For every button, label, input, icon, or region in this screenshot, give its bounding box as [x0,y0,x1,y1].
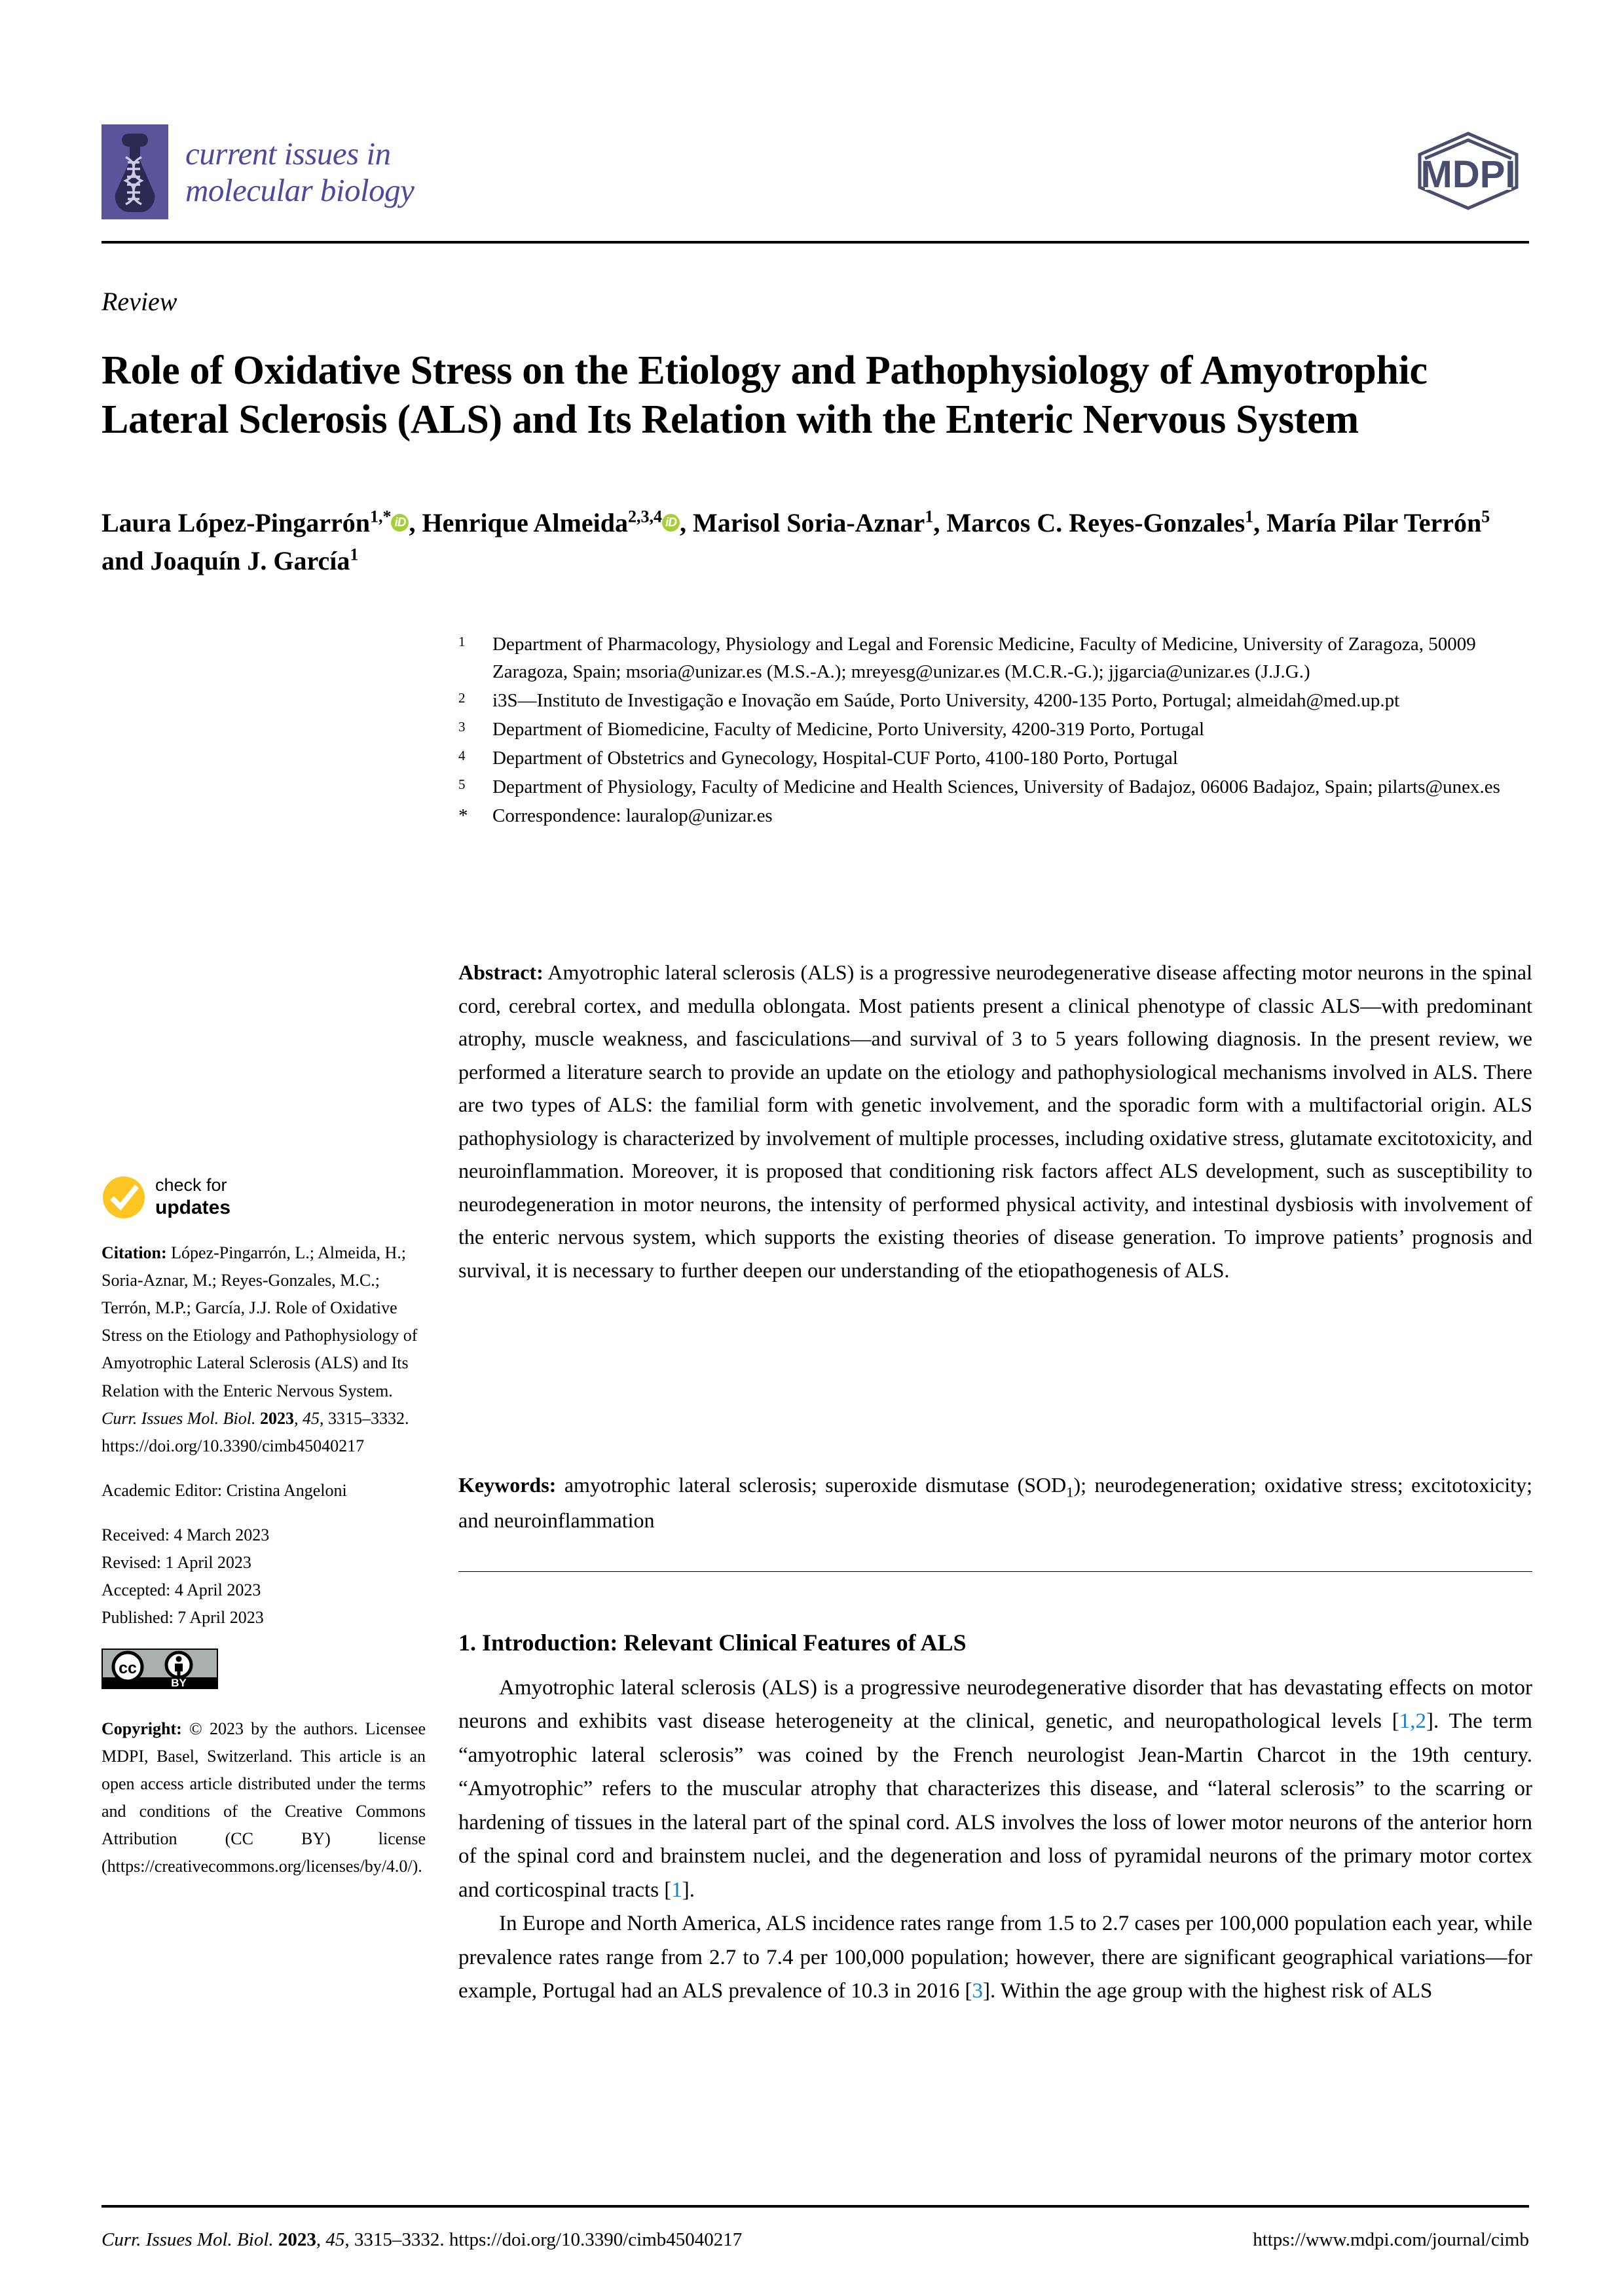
date-accepted: Accepted: 4 April 2023 [101,1580,261,1600]
author-laura-lopez-pingarron: Laura López-Pingarrón [101,508,370,538]
check-for-updates-label [155,1175,231,1219]
citation-link-3[interactable]: 3 [972,1979,983,2003]
author-maria-pilar-terron: María Pilar Terrón [1266,508,1482,538]
introduction-body [458,1671,1532,2009]
updates-text: updates [155,1197,231,1219]
citation-link-1-2[interactable]: 1,2 [1399,1709,1426,1734]
author-marcos-reyes-gonzales: , Marcos C. Reyes-Gonzales [933,508,1246,538]
section-heading-introduction: 1. Introduction: Relevant Clinical Features of ALS [458,1630,967,1656]
affiliation-text: Department of Biomedicine, Faculty of Medicine, Porto University, 4200-319 Porto, Portugal [492,719,1205,740]
author-affil-mark: 2,3,4 [627,507,662,526]
keywords-text-part1: amyotrophic lateral sclerosis; superoxide dismutase (SOD [564,1473,1067,1497]
author-separator: , Henrique Almeida [409,508,628,538]
affiliation-mark: 3 [458,719,466,735]
keywords-section [458,1468,1532,1537]
paragraph-2-text-b: ]. Within the age group with the highest risk of ALS [982,1979,1433,2003]
keywords-subscript: 1 [1066,1484,1074,1501]
orcid-icon[interactable]: iD [662,514,680,532]
journal-title [185,136,414,209]
mdpi-logo[interactable] [1408,130,1529,211]
journal-title-line-2: molecular biology [185,172,415,208]
paragraph-2-text-a: In Europe and North America, ALS incidence rates range from 1.5 to 2.7 cases per 100,000 population each year, while prevalence rates range from 2.7 to 7.4 per 100,000 population; however, there are significant geographical variations—for example, Portugal had an ALS prevalence of 10.3 in 2016 [ [458,1912,1532,2003]
author-joaquin-garcia: and Joaquín J. García [101,546,350,575]
citation-volume: , 45 [293,1408,320,1428]
footer-journal-url[interactable]: https://www.mdpi.com/journal/cimb [1253,2229,1529,2250]
masthead [101,124,1529,226]
keywords-text-part2: ); neurodegeneration; oxidative stress; excitotoxicity; and neuroinflammation [458,1473,1533,1532]
footer-divider [101,2205,1529,2208]
affiliation-text: Department of Physiology, Faculty of Medicine and Health Sciences, University of Badajoz, 06006 Badajoz, Spain; pilarts@unex.es [492,776,1500,798]
author-affil-mark: 5 [1481,507,1490,526]
author-list [101,504,1532,580]
check-for-updates-badge[interactable] [101,1175,426,1220]
affiliation-item [458,630,1532,685]
check-for-updates-icon [101,1175,146,1220]
cc-by-text: BY [171,1677,187,1690]
author-affil-mark: 1 [1245,507,1254,526]
footer-citation [101,2229,742,2251]
affiliation-mark: 4 [458,748,466,764]
correspondence-text: Correspondence: lauralop@unizar.es [492,805,773,827]
affiliations-list [458,630,1532,831]
citation-doi-link[interactable]: https://doi.org/10.3390/cimb45040217 [101,1436,365,1455]
abstract-text: Amyotrophic lateral sclerosis (ALS) is a progressive neurodegenerative disease affecting motor neurons in the spinal cord, cerebral cortex, and medulla oblongata. Most patients present a clinical phenotype of classic ALS—with predominant atrophy, muscle weakness, and fasciculations—and survival of 3 to 5 years following diagnosis. In the present review, we performed a literature search to provide an update on the etiology and pathophysiological mechanisms involved in ALS. There are two types of ALS: the familial form with genetic involvement, and the sporadic form with a multifactorial origin. ALS pathophysiology is characterized by involvement of multiple processes, including oxidative stress, glutamate excitotoxicity, and neuroinflammation. Moreover, it is proposed that conditioning risk factors affect ALS development, such as susceptibility to neurodegeneration in motor neurons, the intensity of performed physical activity, and intestinal dysbiosis with involvement of the enteric nervous system, which supports the existing theories of disease generation. To improve patients’ prognosis and survival, it is necessary to further deepen our understanding of the etiopathogenesis of ALS. [458,960,1533,1282]
affiliation-mark: 5 [458,776,466,793]
affiliation-mark: 2 [458,690,466,706]
affiliation-text: i3S—Instituto de Investigação e Inovação em Saúde, Porto University, 4200-135 Porto, Portugal; almeidah@med.up.pt [492,690,1400,712]
citation-link-1[interactable]: 1 [671,1878,682,1902]
author-line-end: , [1253,508,1261,538]
author-affil-mark: 1 [350,545,359,564]
author-affil-mark: 1 [925,507,934,526]
copyright-block [101,1715,426,1881]
mdpi-hexagon-icon [1408,130,1529,211]
keywords-label: Keywords: [458,1473,557,1497]
citation-authors-title: López-Pingarrón, L.; Almeida, H.; Soria-Aznar, M.; Reyes-Gonzales, M.C.; Terrón, M.P.; García, J.J. Role of Oxidative Stress on the Etiology and Pathophysiology of Amyotrophic Lateral Sclerosis (ALS) and Its Relation with the Enteric Nervous System. [101,1243,418,1400]
author-marisol-soria-aznar: , Marisol Soria-Aznar [679,508,925,538]
page-footer [101,2229,1529,2251]
article-type-label: Review [101,287,177,316]
date-received: Received: 4 March 2023 [101,1525,270,1544]
copyright-label: Copyright: [101,1719,182,1738]
paragraph-1-text-b: ]. The term “amyotrophic lateral sclerosis” was coined by the French neurologist Jean-Martin Charcot in the 19th century. “Amyotrophic” refers to the muscular atrophy that characterizes this disease, and “lateral sclerosis” to the scarring or hardening of tissues in the lateral part of the spinal cord. ALS involves the loss of lower motor neurons of the anterior horn of the spinal cord and brainstem nuclei, and the degeneration and loss of pyramidal neurons of the primary motor cortex and corticospinal tracts [ [458,1709,1532,1902]
affiliation-text: Department of Obstetrics and Gynecology, Hospital-CUF Porto, 4100-180 Porto, Portugal [492,748,1178,769]
page-title: Role of Oxidative Stress on the Etiology and Pathophysiology of Amyotrophic Lateral Sclerosis (ALS) and Its Relation with the Enteric Nervous System [101,348,1428,442]
orcid-icon[interactable]: iD [391,514,409,532]
flask-icon [106,131,164,215]
affiliation-item [458,773,1532,801]
check-for-text: check for [155,1175,227,1195]
flask-dna-icon [101,124,168,219]
date-revised: Revised: 1 April 2023 [101,1553,251,1573]
cc-mark-text: cc [119,1659,137,1678]
footer-journal: Curr. Issues Mol. Biol. [101,2229,274,2250]
affiliation-text: Department of Pharmacology, Physiology and Legal and Forensic Medicine, Faculty of Medicine, University of Zaragoza, 50009 Zaragoza, Spain; msoria@unizar.es (M.S.-A.); mreyesg@unizar.es (M.C.R.-G.); jjgarcia@unizar.es (J.J.G.) [492,634,1476,683]
paragraph-1-text-a: Amyotrophic lateral sclerosis (ALS) is a progressive neurodegenerative disorder that has devastating effects on motor neurons and exhibits vast disease heterogeneity at the clinical, genetic, and neuropathological levels [ [458,1676,1532,1734]
affiliation-item [458,687,1532,714]
publication-dates [101,1522,426,1631]
date-published: Published: 7 April 2023 [101,1608,264,1628]
affiliation-item [458,744,1532,772]
paragraph-1 [458,1671,1532,1907]
author-affil-mark: 1,* [369,507,392,526]
affiliation-item [458,716,1532,743]
footer-volume: , 45 [316,2229,345,2250]
citation-block [101,1239,426,1460]
copyright-text: © 2023 by the authors. Licensee MDPI, Basel, Switzerland. This article is an open access article distributed under the terms and conditions of the Creative Commons Attribution (CC BY) license (https://creativecommons.org/licenses/by/4.0/). [101,1719,426,1876]
journal-title-line-1: current issues in [185,135,391,172]
creative-commons-by-icon[interactable] [101,1649,218,1689]
citation-journal: Curr. Issues Mol. Biol. [101,1408,256,1428]
abstract-body-divider [458,1571,1532,1572]
academic-editor: Academic Editor: Cristina Angeloni [101,1480,347,1500]
affiliation-mark: 1 [458,634,466,649]
citation-pages: , 3315–3332. [319,1408,409,1428]
abstract-label: Abstract: [458,960,544,984]
paragraph-2 [458,1907,1532,2008]
abstract-section [458,956,1532,1286]
correspondence-item [458,802,1532,829]
header-divider [101,241,1529,244]
citation-label: Citation: [101,1243,167,1262]
article-metadata-sidebar [101,1175,426,1897]
footer-year: 2023 [273,2229,316,2250]
paragraph-1-text-c: ]. [682,1878,695,1902]
correspondence-mark: * [458,805,468,827]
mdpi-logo-text: MDPI [1420,153,1516,196]
journal-logo[interactable] [101,124,414,219]
footer-pages-doi: , 3315–3332. https://doi.org/10.3390/cimb45040217 [344,2229,743,2250]
citation-year: 2023 [255,1408,294,1428]
